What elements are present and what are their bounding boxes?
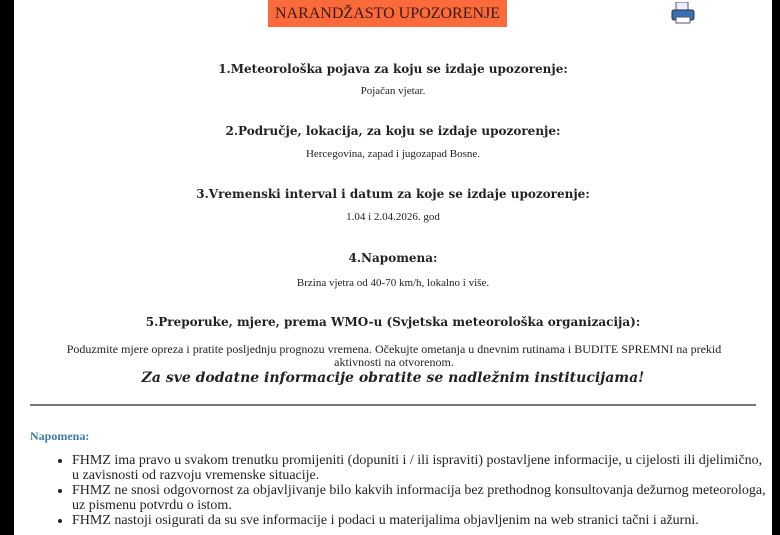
section-text: Brzina vjetra od 40-70 km/h, lokalno i više. xyxy=(296,277,490,289)
list-item: • FHMZ ima pravo u svakom trenutku promijeniti (dopuniti i / ili ispraviti) postavljene informacije, u cijelosti ili djelimično, u zavisnosti od razvoju vremenske situacije. xyxy=(72,453,772,483)
section-heading: 4.Napomena: xyxy=(348,251,438,265)
disclaimer-list xyxy=(54,453,772,528)
section-heading: 5.Preporuke, mjere, prema WMO-u (Svjetska meteorološka organizacija): xyxy=(145,315,641,329)
printer-icon[interactable] xyxy=(670,2,696,24)
recommendation-text: Poduzmite mjere opreza i pratite posljednju prognozu vremena. Očekujte ometanja u dnevnim rutinama i BUDITE SPREMNI na prekid aktivnosti na otvorenom. xyxy=(66,342,722,369)
divider xyxy=(30,404,756,406)
warning-level-banner: NARANDŽASTO UPOZORENJE xyxy=(268,0,507,27)
section-heading: 1.Meteorološka pojava za koju se izdaje upozorenje: xyxy=(218,62,568,76)
section-heading: 3.Vremenski interval i datum za koje se izdaje upozorenje: xyxy=(196,187,590,201)
section-text: 1.04 i 2.04.2026. god xyxy=(346,211,440,223)
warning-page xyxy=(14,0,772,535)
section-heading: 2.Područje, lokacija, za koju se izdaje upozorenje: xyxy=(225,124,561,138)
list-item: • FHMZ ne snosi odgovornost za objavljivanje bilo kakvih informacija bez prethodnog konsultovanja dežurnog meteorologa, uz pismenu potvrdu o istom. xyxy=(72,483,772,513)
disclaimer-title: Napomena: xyxy=(30,429,90,443)
section-text: Hercegovina, zapad i jugozapad Bosne. xyxy=(305,148,481,160)
list-item: • FHMZ nastoji osigurati da su sve informacije i podaci u materijalima objavljenim na web stranici tačni i ažurni. xyxy=(72,513,772,528)
section-text: Pojačan vjetar. xyxy=(360,85,426,97)
final-note: Za sve dodatne informacije obratite se nadležnim institucijama! xyxy=(141,370,645,386)
